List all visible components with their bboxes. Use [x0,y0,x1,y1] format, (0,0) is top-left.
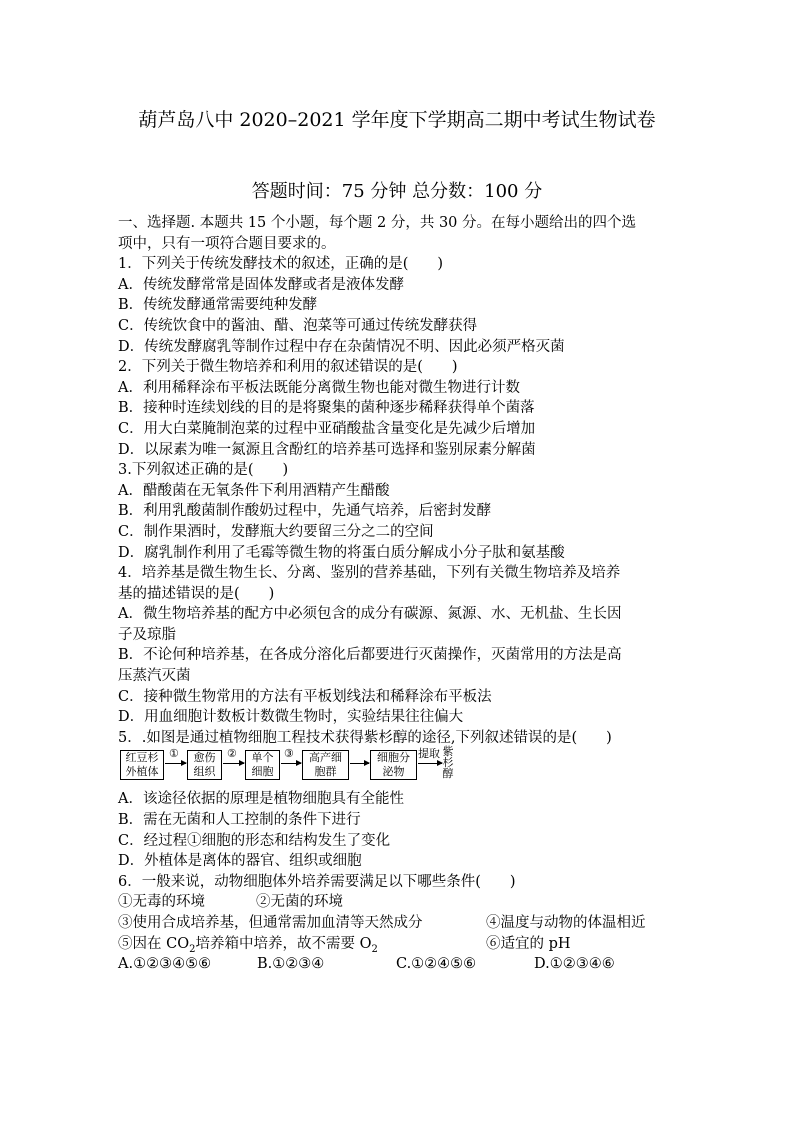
option-a: A．该途径依据的原理是植物细胞具有全能性 [118,791,404,808]
flow-box-text: 红豆杉 [125,751,159,765]
flow-step-2: ② [227,747,237,761]
exam-title: 葫芦岛八中 2020–2021 学年度下学期高二期中考试生物试卷 [138,109,656,131]
question-5 [118,728,678,872]
option-d: D．外植体是离体的器官、组织或细胞 [118,853,362,870]
question-3 [118,460,678,563]
condition-4: ④温度与动物的体温相近 [486,915,646,931]
flow-product-char: 醇 [442,767,454,781]
condition-2: ②无菌的环境 [256,894,343,911]
question-4 [118,563,678,728]
flow-box-text: 高产细 [309,751,342,765]
flow-step-extract: 提取 [418,747,440,761]
flow-arrow [223,763,244,764]
option-c: C．传统饮食中的酱油、醋、泡菜等可通过传统发酵获得 [118,317,478,334]
question-stem: 5．.如图是通过植物细胞工程技术获得紫杉醇的途径,下列叙述错误的是( ) [118,729,612,746]
option-b: B．接种时连续划线的目的是将聚集的菌种逐步稀释获得单个菌落 [118,400,535,417]
option-b: B．传统发酵通常需要纯种发酵 [118,297,318,314]
question-stem: 2．下列关于微生物培养和利用的叙述错误的是( ) [118,359,458,376]
question-6 [118,872,678,975]
flow-box-high-yield-cells [302,750,349,780]
conditions-row-3 [118,934,678,955]
flow-product-char: 杉 [442,756,454,770]
option-a: A．醋酸菌在无氧条件下利用酒精产生醋酸 [118,482,390,499]
option-c: C．用大白菜腌制泡菜的过程中亚硝酸盐含量变化是先减少后增加 [118,420,536,437]
flow-box-text: 胞群 [314,765,337,779]
option-b-line-1: B．不论何种培养基，在各成分溶化后都要进行灭菌操作，灭菌常用的方法是高 [118,647,622,664]
flow-box-callus [187,750,222,780]
answer-options-row [118,954,678,975]
flow-step-1: ① [169,747,179,761]
flow-step-3: ③ [284,747,294,761]
option-d: D.①②③④⑥ [534,956,615,973]
flow-arrow [281,763,301,764]
option-b: B．利用乳酸菌制作酸奶过程中，先通气培养，后密封发酵 [118,503,492,520]
section-intro-line-1: 一、选择题. 本题共 15 个小题，每个题 2 分，共 30 分。在每小题给出的四个选 [118,215,636,231]
option-b-line-2: 压蒸汽灭菌 [118,668,191,685]
conditions-row-2 [118,913,678,934]
flow-product-char: 紫 [442,745,454,759]
exam-body [118,213,678,975]
flow-box-text: 泌物 [382,765,405,779]
condition-1: ①无毒的环境 [118,894,205,911]
flow-box-text: 细胞 [251,765,274,779]
option-d: D．用血细胞计数板计数微生物时，实验结果往往偏大 [118,709,464,726]
option-a-line-2: 子及琼脂 [118,626,176,643]
flow-box-secretion [370,750,417,780]
condition-6: ⑥适宜的 pH [486,935,571,952]
flow-arrow [418,763,442,764]
question-stem: 3.下列叙述正确的是( ) [118,462,289,479]
question-1 [118,254,678,357]
question-stem: 6．一般来说，动物细胞体外培养需要满足以下哪些条件( ) [118,873,516,890]
option-c: C．接种微生物常用的方法有平板划线法和稀释涂布平板法 [118,688,492,705]
option-a: A．传统发酵常常是固体发酵或者是液体发酵 [118,276,404,293]
option-a: A．利用稀释涂布平板法既能分离微生物也能对微生物进行计数 [118,379,520,396]
flow-arrow [350,763,369,764]
option-c: C.①②④⑤⑥ [396,956,477,973]
conditions-row-1 [118,892,678,913]
option-d: D．传统发酵腐乳等制作过程中存在杂菌情况不明、因此必须严格灭菌 [118,338,565,355]
question-stem-line-2: 基的描述错误的是( ) [118,585,275,602]
section-intro-line-2: 项中，只有一项符合题目要求的。 [118,235,336,252]
question-2 [118,357,678,460]
option-b: B．需在无菌和人工控制的条件下进行 [118,812,361,829]
condition-5-text: 培养箱中培养，故不需要 O [195,935,372,952]
question-stem: 1．下列关于传统发酵技术的叙述，正确的是( ) [118,256,444,273]
subscript: 2 [371,943,378,955]
flow-box-explant [120,750,164,780]
option-c: C．经过程①细胞的形态和结构发生了变化 [118,832,391,849]
flow-box-text: 愈伤 [193,751,216,765]
flow-box-text: 组织 [193,765,216,779]
flow-diagram [118,745,678,787]
subscript: 2 [189,943,196,955]
option-d: D．以尿素为唯一氮源且含酚红的培养基可选择和鉴别尿素分解菌 [118,441,536,458]
flow-box-text: 外植体 [125,765,159,779]
flow-product-paclitaxel [442,746,454,779]
condition-3: ③使用合成培养基，但通常需加血清等天然成分 [118,915,423,931]
condition-5-text: ⑤因在 CO [118,935,190,952]
option-b: B.①②③④ [257,956,325,973]
flow-box-text: 单个 [251,751,274,765]
question-stem-line-1: 4．培养基是微生物生长、分离、鉴别的营养基础，下列有关微生物培养及培养 [118,565,621,582]
exam-time-and-score: 答题时间：75 分钟 总分数：100 分 [251,181,543,202]
option-a-line-1: A．微生物培养基的配方中必须包含的成分有碳源、氮源、水、无机盐、生长因 [118,606,622,623]
option-d: D．腐乳制作利用了毛霉等微生物的将蛋白质分解成小分子肽和氨基酸 [118,544,565,561]
condition-5 [118,934,486,955]
option-c: C．制作果酒时，发酵瓶大约要留三分之二的空间 [118,523,434,540]
option-a: A.①②③④⑤⑥ [118,956,212,973]
flow-arrow [165,763,186,764]
flow-box-text: 细胞分 [377,751,410,765]
flow-box-single-cell [245,750,280,780]
